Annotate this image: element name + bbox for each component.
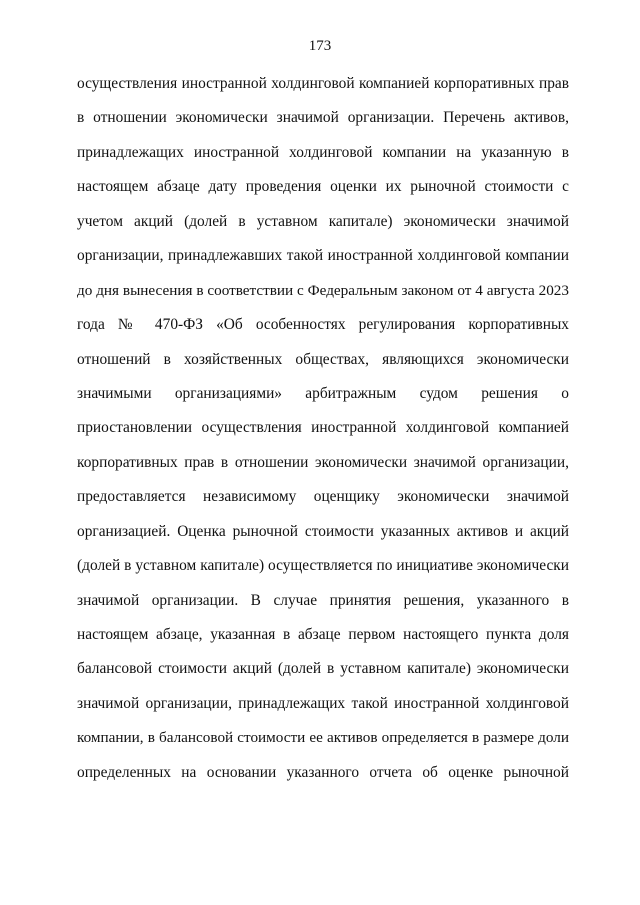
text-line: учетом акций (долей в уставном капитале) экономически значимой xyxy=(77,212,569,230)
text-line: корпоративных прав в отношении экономически значимой организации, xyxy=(77,453,569,471)
text-line: организацией. Оценка рыночной стоимости указанных активов и акций xyxy=(77,522,569,540)
text-line: балансовой стоимости акций (долей в уставном капитале) экономически xyxy=(77,660,569,678)
text-line: значимой организации, принадлежащих такой иностранной холдинговой xyxy=(77,694,569,712)
text-line: настоящем абзаце, указанная в абзаце первом настоящего пункта доля xyxy=(77,626,569,643)
text-line: года № 470-ФЗ «Об особенностях регулирования корпоративных xyxy=(77,316,569,334)
text-line: компании, в балансовой стоимости ее активов определяется в размере доли xyxy=(77,729,569,747)
text-line: организации, принадлежавших такой иностранной холдинговой компании xyxy=(77,247,569,265)
text-line: значимыми организациями» арбитражным судом решения о xyxy=(77,384,569,402)
text-line: значимой организации. В случае принятия решения, указанного в xyxy=(77,591,569,609)
page-number: 173 xyxy=(308,38,332,54)
text-line: приостановлении осуществления иностранной холдинговой компанией xyxy=(77,419,569,437)
text-line: принадлежащих иностранной холдинговой компании на указанную в xyxy=(77,143,569,161)
body-text xyxy=(77,74,569,797)
text-line: определенных на основании указанного отчета об оценке рыночной xyxy=(77,763,569,781)
text-line: до дня вынесения в соответствии с Федеральным законом от 4 августа 2023 xyxy=(77,281,569,299)
text-line: в отношении экономически значимой организации. Перечень активов, xyxy=(77,109,569,127)
text-line: осуществления иностранной холдинговой компанией корпоративных прав xyxy=(77,75,569,92)
text-line: настоящем абзаце дату проведения оценки их рыночной стоимости с xyxy=(77,178,569,196)
text-line: предоставляется независимому оценщику экономически значимой xyxy=(77,488,569,506)
text-line: отношений в хозяйственных обществах, являющихся экономически xyxy=(77,350,569,368)
text-line: (долей в уставном капитале) осуществляется по инициативе экономически xyxy=(77,557,569,575)
